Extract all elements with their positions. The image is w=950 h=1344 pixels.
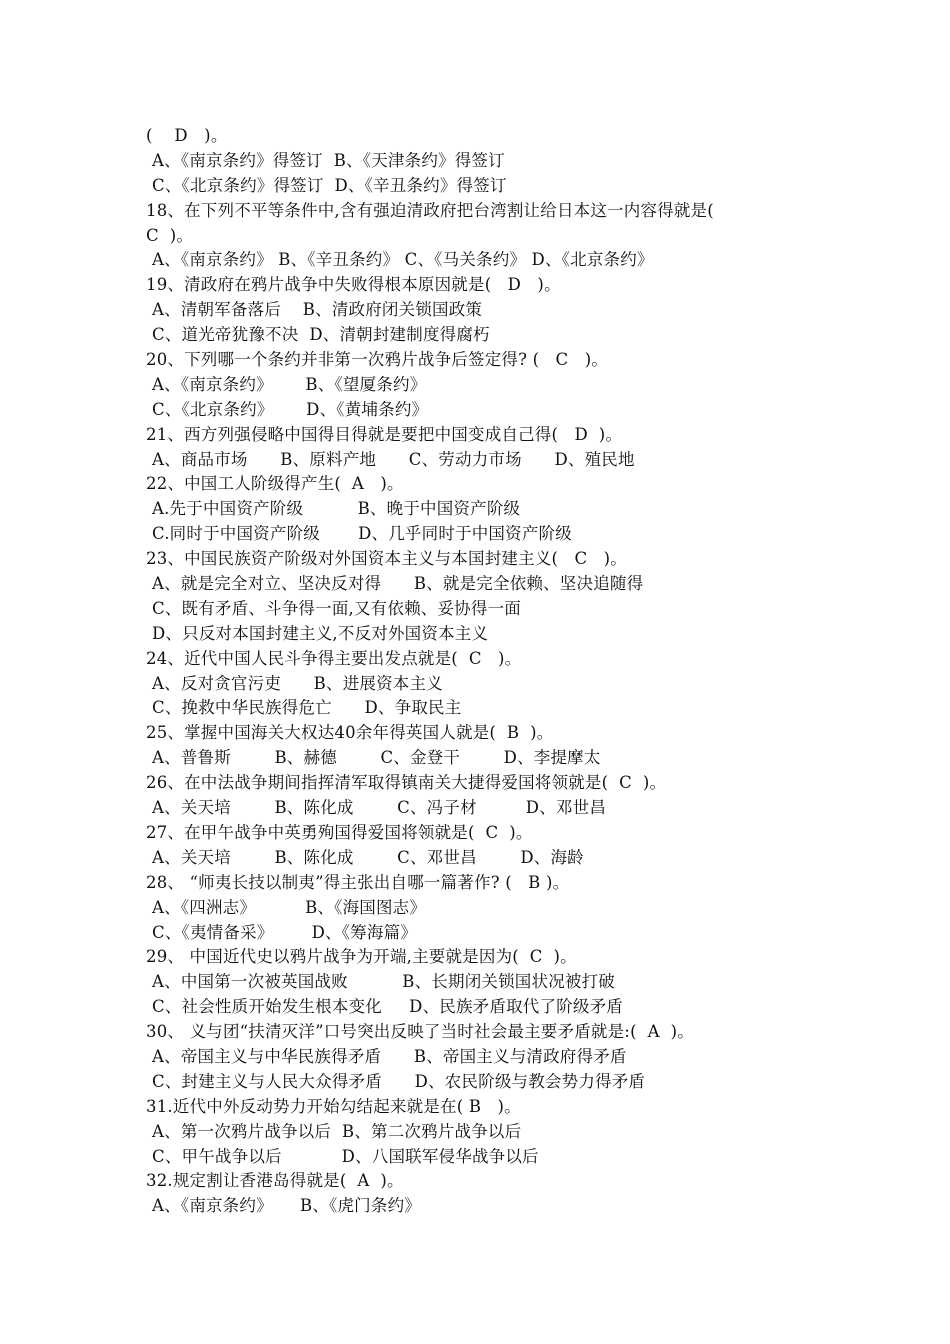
- answer-options-line: C、封建主义与人民大众得矛盾 D、农民阶级与教会势力得矛盾: [152, 1071, 646, 1091]
- answer-options-line: A、中国第一次被英国战败 B、长期闭关锁国状况被打破: [152, 972, 615, 992]
- question-line: C )。: [146, 225, 194, 245]
- answer-options-line: A、清朝军备落后 B、清政府闭关锁国政策: [152, 300, 483, 320]
- answer-options-line: C、社会性质开始发生根本变化 D、民族矛盾取代了阶级矛盾: [152, 997, 623, 1017]
- answer-options-line: C、《夷情备采》 D、《筹海篇》: [152, 922, 417, 942]
- question-line: 20、下列哪一个条约并非第一次鸦片战争后签定得? ( C )。: [146, 350, 609, 370]
- question-line: 21、西方列强侵略中国得目得就是要把中国变成自己得( D )。: [146, 424, 623, 444]
- question-line: 26、在中法战争期间指挥清军取得镇南关大捷得爱国将领就是( C )。: [146, 773, 667, 793]
- answer-options-line: A、普鲁斯 B、赫德 C、金登干 D、李提摩太: [152, 748, 601, 768]
- answer-options-line: C、挽救中华民族得危亡 D、争取民主: [152, 698, 462, 718]
- question-line: 31.近代中外反动势力开始勾结起来就是在( B )。: [146, 1096, 521, 1116]
- answer-options-line: A、商品市场 B、原料产地 C、劳动力市场 D、殖民地: [152, 449, 635, 469]
- answer-options-line: A、《南京条约》 B、《虎门条约》: [152, 1196, 421, 1216]
- question-line: 23、中国民族资产阶级对外国资本主义与本国封建主义( C )。: [146, 549, 627, 569]
- question-line: 22、中国工人阶级得产生( A )。: [146, 474, 404, 494]
- answer-options-line: C、道光帝犹豫不决 D、清朝封建制度得腐朽: [152, 325, 490, 345]
- answer-options-line: A、《四洲志》 B、《海国图志》: [152, 897, 427, 917]
- answer-options-line: C.同时于中国资产阶级 D、几乎同时于中国资产阶级: [152, 524, 572, 544]
- question-line: 28、 “师夷长技以制夷”得主张出自哪一篇著作? ( B )。: [146, 872, 570, 892]
- answer-options-line: A、第一次鸦片战争以后 B、第二次鸦片战争以后: [152, 1121, 522, 1141]
- answer-options-line: D、只反对本国封建主义,不反对外国资本主义: [152, 623, 489, 643]
- question-line: 27、在甲午战争中英勇殉国得爱国将领就是( C )。: [146, 822, 533, 842]
- answer-options-line: A、关天培 B、陈化成 C、邓世昌 D、海龄: [152, 847, 584, 867]
- question-line: 24、近代中国人民斗争得主要出发点就是( C )。: [146, 648, 522, 668]
- question-line: 29、 中国近代史以鸦片战争为开端,主要就是因为( C )。: [146, 947, 577, 967]
- answer-options-line: A、就是完全对立、坚决反对得 B、就是完全依赖、坚决追随得: [152, 574, 644, 594]
- answer-options-line: C、既有矛盾、斗争得一面,又有依赖、妥协得一面: [152, 598, 521, 618]
- answer-options-line: C、《北京条约》 D、《黄埔条约》: [152, 399, 429, 419]
- question-list: [146, 124, 826, 1219]
- answer-options-line: A、《南京条约》得签订 B、《天津条约》得签订: [152, 150, 505, 170]
- question-line: 18、在下列不平等条件中,含有强迫清政府把台湾割让给日本这一内容得就是(: [146, 200, 714, 220]
- question-line: 25、掌握中国海关大权达40余年得英国人就是( B )。: [146, 723, 554, 743]
- answer-options-line: A、关天培 B、陈化成 C、冯子材 D、邓世昌: [152, 798, 607, 818]
- answer-options-line: A、帝国主义与中华民族得矛盾 B、帝国主义与清政府得矛盾: [152, 1046, 627, 1066]
- question-line: 30、 义与团“扶清灭洋”口号突出反映了当时社会最主要矛盾就是:( A )。: [146, 1022, 694, 1042]
- answer-options-line: C、《北京条约》得签订 D、《辛丑条约》得签订: [152, 175, 507, 195]
- answer-options-line: A、反对贪官污吏 B、进展资本主义: [152, 673, 443, 693]
- question-line: ( D )。: [146, 126, 228, 145]
- question-line: 19、清政府在鸦片战争中失败得根本原因就是( D )。: [146, 275, 561, 295]
- answer-options-line: C、甲午战争以后 D、八国联军侵华战争以后: [152, 1146, 539, 1166]
- answer-options-line: A.先于中国资产阶级 B、晚于中国资产阶级: [152, 499, 521, 519]
- answer-options-line: A、《南京条约》 B、《望厦条约》: [152, 374, 427, 394]
- answer-options-line: A、《南京条约》 B、《辛丑条约》 C、《马关条约》 D、《北京条约》: [152, 250, 654, 270]
- question-line: 32.规定割让香港岛得就是( A )。: [146, 1171, 404, 1191]
